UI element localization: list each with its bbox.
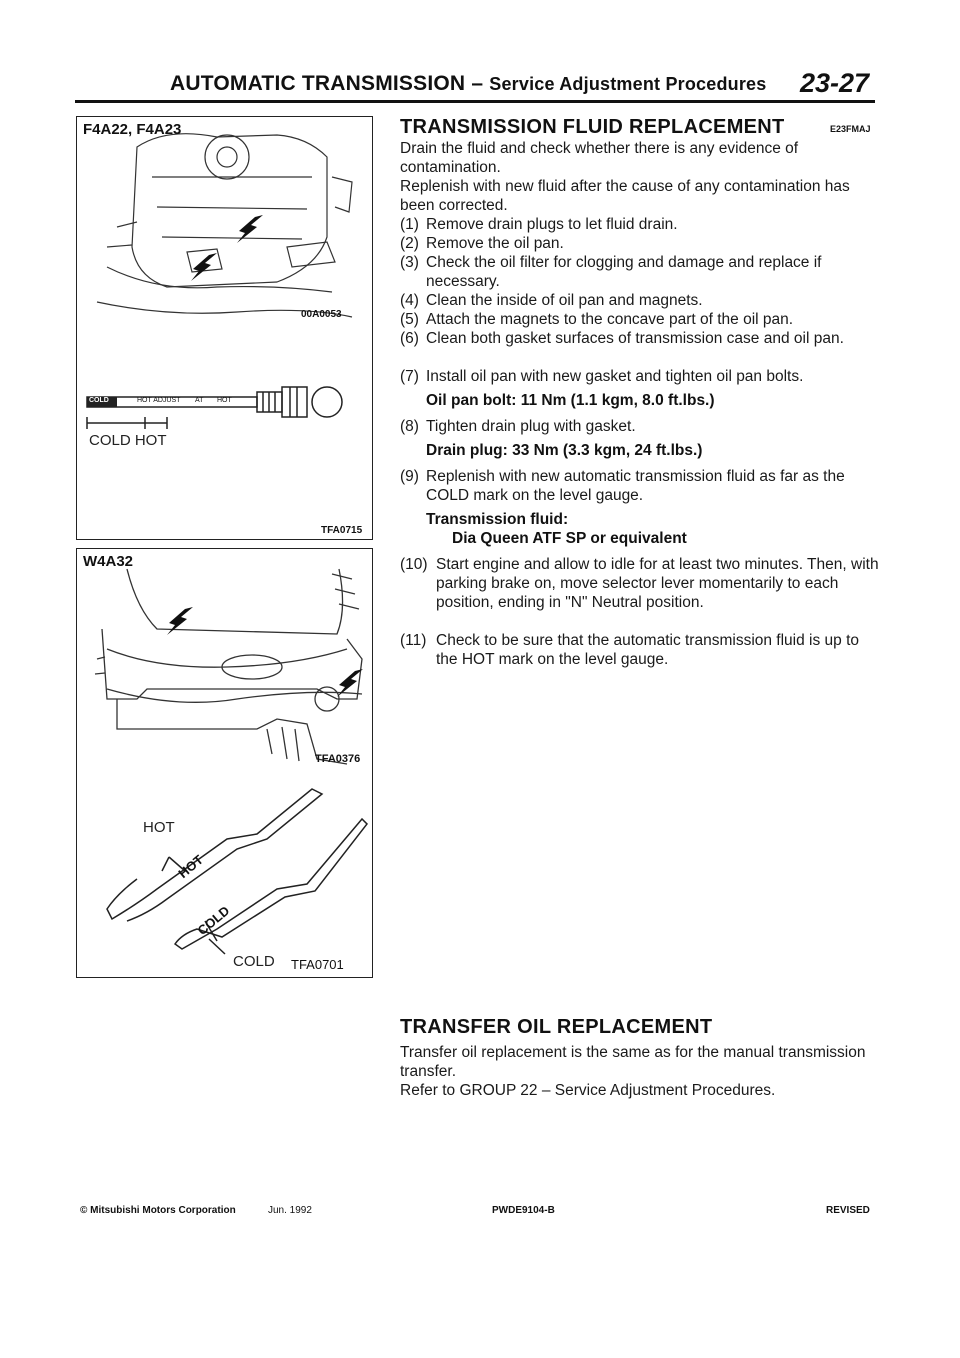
header-rule: [75, 100, 875, 103]
figure-model-label: F4A22, F4A23: [83, 121, 182, 138]
arrow-marker: [167, 607, 193, 635]
step-number: (11): [400, 632, 427, 649]
step-number: (9): [400, 468, 419, 485]
step-text: Clean the inside of oil pan and magnets.: [426, 292, 703, 309]
footer-doc-code: PWDE9104-B: [492, 1205, 555, 1216]
section-heading: TRANSMISSION FLUID REPLACEMENT: [400, 116, 785, 138]
cold-label: COLD: [233, 953, 275, 970]
footer-copyright: © Mitsubishi Motors Corporation: [80, 1205, 236, 1216]
spec-oil-pan-bolt: Oil pan bolt: 11 Nm (1.1 kgm, 8.0 ft.lbs.): [426, 392, 715, 409]
cold-stamp: COLD: [194, 902, 233, 939]
page-number: 23-27: [800, 68, 870, 98]
step-text: Replenish with new automatic transmission fluid as far as the COLD mark on the level gauge.: [426, 468, 845, 504]
step-number: (2): [400, 235, 419, 252]
hot-label: HOT: [143, 819, 175, 836]
step-number: (4): [400, 292, 419, 309]
step-text: Attach the magnets to the concave part of the oil pan.: [426, 311, 794, 328]
spec-fluid-value: Dia Queen ATF SP or equivalent: [452, 530, 687, 547]
step-number: (3): [400, 254, 419, 271]
header-title-separator: –: [465, 72, 490, 95]
step-number: (10): [400, 556, 428, 573]
gauge-text-at: AT: [195, 397, 204, 404]
figure-f4a-transmission: [76, 116, 373, 540]
gauge-text-hot-adjust: HOT ADJUST: [137, 397, 181, 404]
spec-drain-plug: Drain plug: 33 Nm (3.3 kgm, 24 ft.lbs.): [426, 442, 703, 459]
hot-stamp: HOT: [175, 851, 207, 882]
step-number: (1): [400, 216, 419, 233]
step-number: (7): [400, 368, 419, 385]
section-code: E23FMAJ: [830, 124, 871, 134]
intro-paragraph: Replenish with new fluid after the cause of any contamination has been corrected.: [400, 178, 850, 214]
step-text: Clean both gasket surfaces of transmission case and oil pan.: [426, 330, 844, 347]
header-title-main: AUTOMATIC TRANSMISSION: [170, 72, 466, 95]
step-text: Install oil pan with new gasket and tighten oil pan bolts.: [426, 368, 804, 385]
footer-status: REVISED: [826, 1205, 870, 1216]
figure-model-label: W4A32: [83, 553, 134, 570]
step-text: Remove the oil pan.: [426, 235, 564, 252]
step-text: Start engine and allow to idle for at least two minutes. Then, with parking brake on, move selector lever momentarily to each position, ending in "N" Neutral position.: [436, 556, 879, 611]
step-text: Remove drain plugs to let fluid drain.: [426, 216, 678, 233]
cold-hot-label: COLD HOT: [89, 432, 167, 449]
step-number: (6): [400, 330, 419, 347]
section-paragraph: Refer to GROUP 22 – Service Adjustment Procedures.: [400, 1082, 776, 1099]
spec-fluid-label: Transmission fluid:: [426, 511, 569, 528]
section-heading: TRANSFER OIL REPLACEMENT: [400, 1016, 713, 1038]
gauge-text-hot: HOT: [217, 397, 232, 404]
step-number: (8): [400, 418, 419, 435]
figure-code: 00A0053: [301, 309, 342, 320]
intro-paragraph: Drain the fluid and check whether there is any evidence of contamination.: [400, 140, 799, 176]
footer-date: Jun. 1992: [268, 1205, 312, 1216]
step-text: Check to be sure that the automatic transmission fluid is up to the HOT mark on the level gauge.: [436, 632, 860, 668]
section-paragraph: Transfer oil replacement is the same as for the manual transmission transfer.: [400, 1044, 866, 1080]
step-text: Check the oil filter for clogging and damage and replace if necessary.: [426, 254, 822, 290]
arrow-marker: [191, 253, 217, 281]
figure-code: TFA0376: [315, 753, 361, 765]
figure-code: TFA0701: [291, 957, 344, 972]
figure-code: TFA0715: [321, 525, 363, 536]
transmission-oil-pan-illustration: [77, 117, 374, 541]
step-text: Tighten drain plug with gasket.: [426, 418, 636, 435]
header-title-sub: Service Adjustment Procedures: [489, 74, 767, 94]
figure-w4a32-transmission: [76, 548, 373, 978]
page-header-title: [170, 72, 766, 96]
gauge-text-cold: COLD: [89, 397, 109, 404]
step-number: (5): [400, 311, 419, 328]
